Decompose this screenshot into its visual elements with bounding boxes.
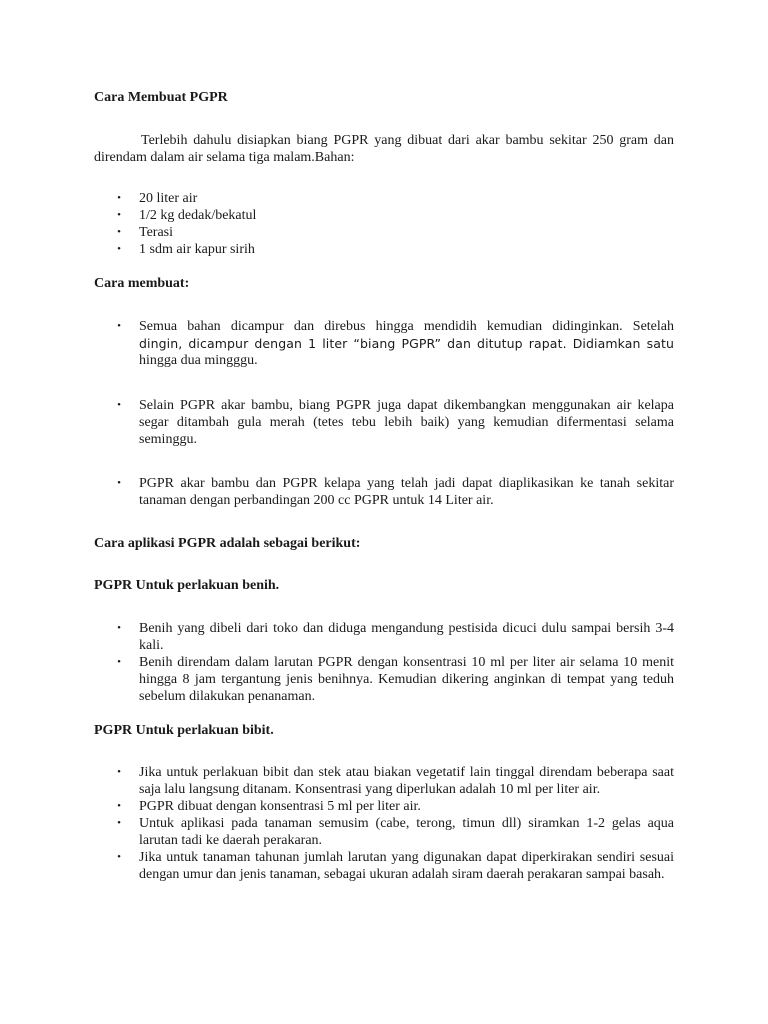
method-step-3: PGPR akar bambu dan PGPR kelapa yang telah jadi dapat diaplikasikan ke tanah sekitar tanaman dengan perbandingan 200 cc PGPR untuk 14 Liter air. [139, 476, 674, 508]
list-item: • 1 sdm air kapur sirih [94, 241, 674, 258]
bullet-icon: • [117, 243, 121, 255]
list-item: • 1/2 kg dedak/bekatul [94, 207, 674, 224]
list-item: • Untuk aplikasi pada tanaman semusim (cabe, terong, timun dll) siramkan 1-2 gelas aqua larutan tadi ke daerah perakaran. [94, 815, 674, 849]
list-item [94, 318, 674, 369]
seed-heading: PGPR Untuk perlakuan benih. [94, 578, 280, 593]
method-step-2: Selain PGPR akar bambu, biang PGPR juga dapat dikembangkan menggunakan air kelapa segar ditambah gula merah (tetes tebu lebih baik) yang kemudian difermentasi selama seminggu. [139, 398, 674, 447]
list-item: • Jika untuk tanaman tahunan jumlah larutan yang digunakan dapat diperkirakan sendiri sesuai dengan umur dan jenis tanaman, sebagai ukuran adalah siram daerah perakaran sampai basah. [94, 849, 674, 883]
method-step-1-line-3: hingga dua mingggu. [139, 353, 258, 368]
bullet-icon: • [117, 226, 121, 238]
bullet-icon: • [117, 399, 121, 411]
list-item [94, 475, 674, 509]
list-item [94, 397, 674, 448]
intro-paragraph: Terlebih dahulu disiapkan biang PGPR yang dibuat dari akar bambu sekitar 250 gram dan direndam dalam air selama tiga malam.Bahan: [94, 133, 674, 165]
list-item: • Benih yang dibeli dari toko dan diduga mengandung pestisida dicuci dulu sampai bersih 3-4 kali. [94, 620, 674, 654]
method-step-1-line-2: dingin, dicampur dengan 1 liter “biang PGPR” dan ditutup rapat. Didiamkan satu [139, 336, 674, 351]
application-heading: Cara aplikasi PGPR adalah sebagai berikut: [94, 536, 361, 551]
bullet-icon: • [117, 817, 121, 829]
method-list-3 [94, 475, 674, 509]
bullet-icon: • [117, 622, 121, 634]
bullet-icon: • [117, 477, 121, 489]
seedling-list [94, 764, 674, 883]
method-list-2 [94, 397, 674, 448]
method-list [94, 318, 674, 369]
list-item: • 20 liter air [94, 190, 674, 207]
method-step-1-line-1: Semua bahan dicampur dan direbus hingga mendidih kemudian didinginkan. Setelah [139, 319, 674, 334]
list-item: • Jika untuk perlakuan bibit dan stek atau biakan vegetatif lain tinggal direndam beberapa saat saja lalu langsung ditanam. Konsentrasi yang diperlukan adalah 10 ml per liter air. [94, 764, 674, 798]
bullet-icon: • [117, 851, 121, 863]
bullet-icon: • [117, 766, 121, 778]
list-item: • Terasi [94, 224, 674, 241]
seedling-heading: PGPR Untuk perlakuan bibit. [94, 723, 274, 738]
bullet-icon: • [117, 320, 121, 332]
ingredients-list [94, 190, 674, 258]
bullet-icon: • [117, 656, 121, 668]
bullet-icon: • [117, 209, 121, 221]
method-heading: Cara membuat: [94, 276, 190, 291]
document-title: Cara Membuat PGPR [94, 90, 228, 105]
list-item: • PGPR dibuat dengan konsentrasi 5 ml per liter air. [94, 798, 674, 815]
list-item: • Benih direndam dalam larutan PGPR dengan konsentrasi 10 ml per liter air selama 10 menit hingga 8 jam tergantung jenis benihnya. Kemudian dikering anginkan di tempat yang teduh sebelum dilakukan penanaman. [94, 654, 674, 705]
bullet-icon: • [117, 192, 121, 204]
bullet-icon: • [117, 800, 121, 812]
seed-list [94, 620, 674, 705]
